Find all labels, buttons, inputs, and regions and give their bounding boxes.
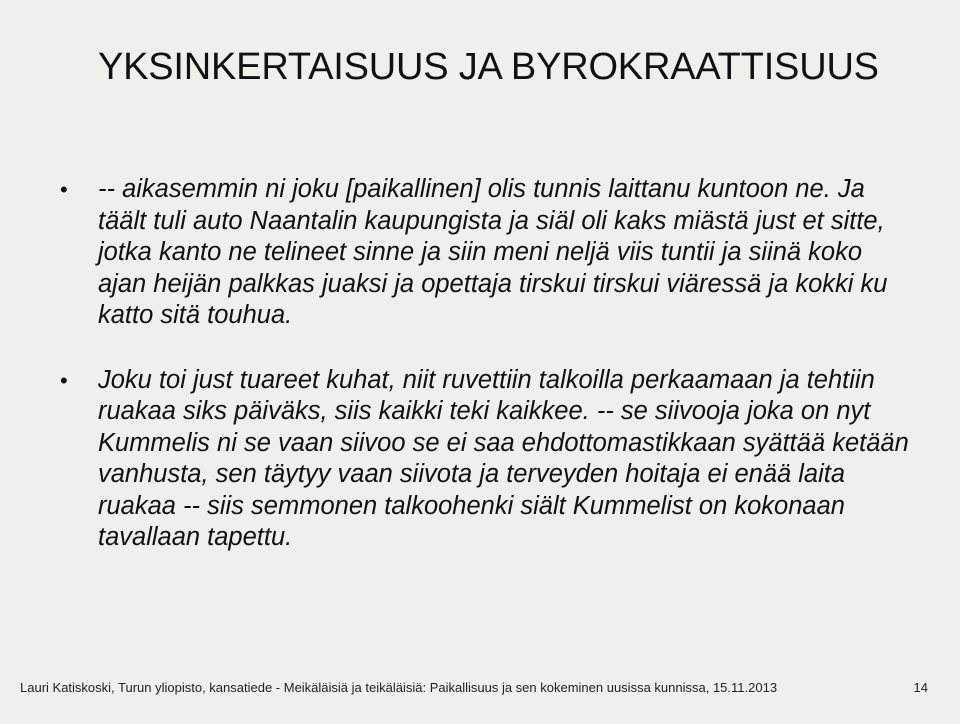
bullet-item-1 (56, 174, 916, 332)
bullet-icon: • (60, 177, 68, 202)
slide-title: YKSINKERTAISUUS JA BYROKRAATTISUUS (98, 46, 879, 88)
bullet-text-2: Joku toi just tuareet kuhat, niit ruvettiin talkoilla perkaamaan ja tehtiin ruakaa siks päiväks, siis kaikki teki kaikkee. -- se siivooja joka on nyt Kummelis ni se vaan siivoo se ei saa ehdottomastikkaan syättää ketään vanhusta, sen täytyy vaan siivota ja terveyden hoitaja ei enää laita ruakaa -- siis semmonen talkoohenki siält Kummelist on kokonaan tavallaan tapettu. (98, 365, 909, 551)
slide-footer: Lauri Katiskoski, Turun yliopisto, kansatiede - Meikäläisiä ja teikäläisiä: Paikallisuus ja sen kokeminen uusissa kunnissa, 15.11.2013 (20, 680, 778, 695)
bullet-item-2 (56, 365, 916, 554)
bullet-icon: • (60, 367, 68, 393)
bullet-text-1: -- aikasemmin ni joku [paikallinen] olis tunnis laittanu kuntoon ne. Ja täält tuli auto Naantalin kaupungista ja siäl oli kaks miästä just et sitte, jotka kanto ne telineet sinne ja siin meni neljä viis tuntii ja siinä koko ajan heijän palkkas juaksi ja opettaja tirskui tirskui viäressä ja kokki ku katto sitä touhua. (98, 175, 888, 329)
bullet-list (56, 174, 916, 554)
page-number: 14 (913, 680, 928, 695)
